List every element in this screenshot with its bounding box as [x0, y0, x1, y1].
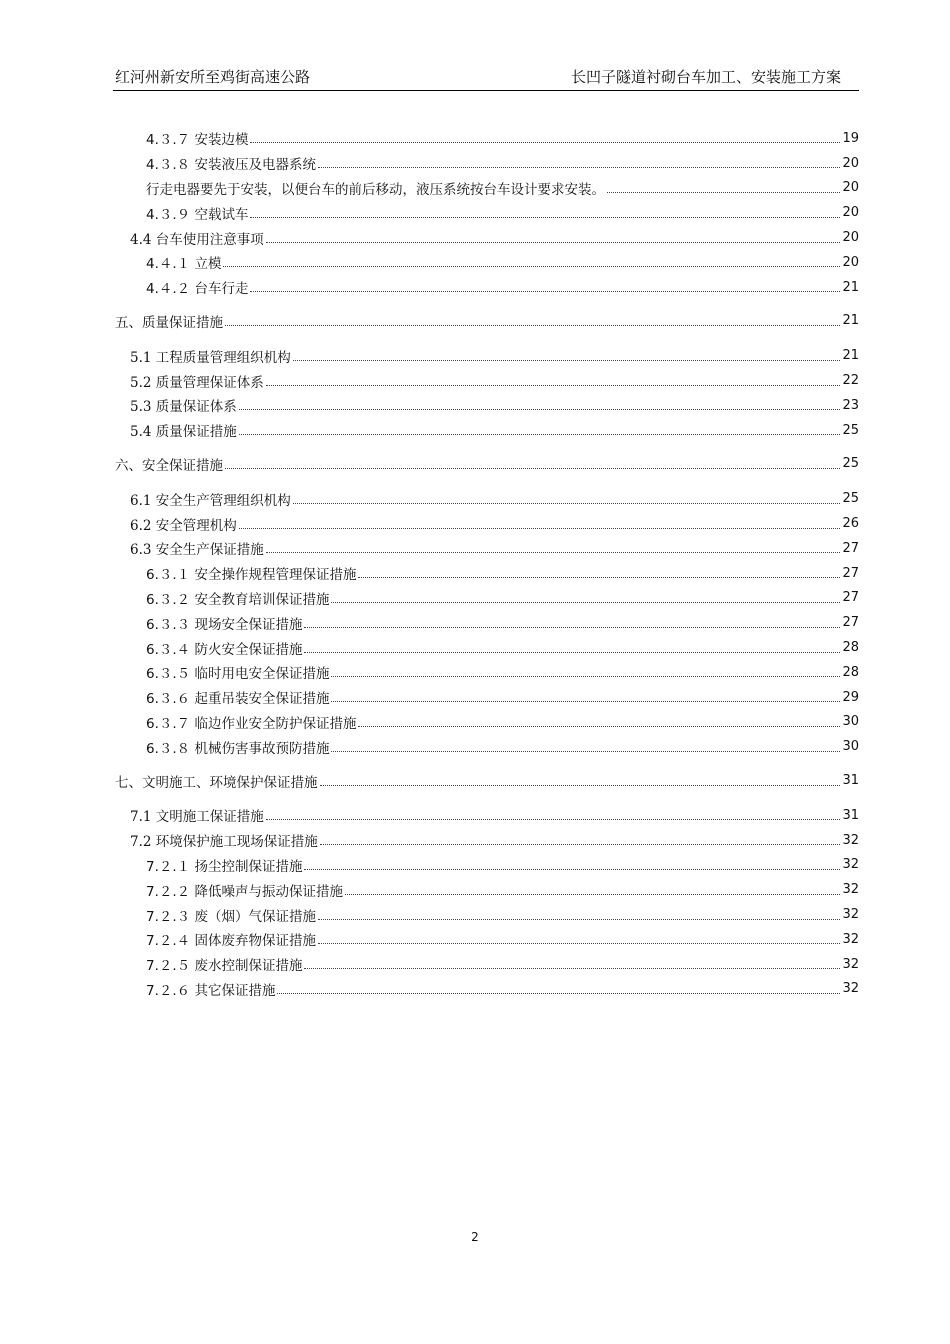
toc-dot-leader	[225, 468, 840, 469]
toc-entry-title: 4.4 台车使用注意事项	[130, 231, 264, 248]
toc-entry-page: 29	[842, 689, 859, 705]
toc-entry[interactable]	[113, 536, 859, 561]
toc-dot-leader	[293, 360, 841, 361]
toc-dot-leader	[250, 142, 840, 143]
toc-dot-leader	[223, 266, 840, 267]
toc-entry[interactable]	[113, 561, 859, 586]
toc-entry[interactable]	[113, 343, 859, 368]
toc-entry-title: 4.３.８ 安装液压及电器系统	[146, 157, 316, 174]
toc-entry-page: 20	[842, 230, 859, 246]
toc-entry-page: 32	[842, 931, 859, 947]
header-left-title: 红河州新安所至鸡街高速公路	[115, 68, 311, 86]
toc-entry-page: 32	[842, 857, 859, 873]
toc-dot-leader	[250, 217, 840, 218]
toc-entry-title: 6.３.２ 安全教育培训保证措施	[146, 591, 330, 608]
toc-dot-leader	[250, 291, 840, 292]
toc-entry[interactable]	[113, 877, 859, 902]
toc-entry[interactable]	[113, 685, 859, 710]
toc-entry-page: 21	[842, 279, 859, 295]
toc-entry-title: 6.1 安全生产管理组织机构	[130, 492, 291, 509]
header-right-title: 长凹子隧道衬砌台车加工、安装施工方案	[570, 68, 841, 86]
toc-entry-title: 七、文明施工、环境保护保证措施	[115, 774, 318, 791]
toc-entry[interactable]	[113, 418, 859, 443]
toc-entry-title: 7.２.４ 固体废弃物保证措施	[146, 933, 316, 950]
toc-entry-page: 30	[842, 714, 859, 730]
toc-entry-page: 20	[842, 180, 859, 196]
toc-dot-leader	[331, 676, 840, 677]
toc-entry[interactable]	[113, 828, 859, 853]
section-gap	[113, 333, 859, 343]
toc-entry-title: 4.４.１ 立模	[146, 256, 222, 273]
toc-dot-leader	[345, 894, 840, 895]
toc-entry[interactable]	[113, 309, 859, 334]
toc-entry-title: 6.３.５ 临时用电安全保证措施	[146, 666, 330, 683]
toc-entry-page: 25	[842, 491, 859, 507]
toc-entry-title: 5.1 工程质量管理组织机构	[130, 349, 291, 366]
toc-entry-title: 行走电器要先于安装，以便台车的前后移动，液压系统按台车设计要求安装。	[146, 181, 605, 198]
toc-entry-title: 5.4 质量保证措施	[130, 424, 237, 441]
toc-entry-title: 5.2 质量管理保证体系	[130, 374, 264, 391]
toc-entry[interactable]	[113, 610, 859, 635]
toc-entry-page: 20	[842, 155, 859, 171]
toc-entry-title: 六、安全保证措施	[115, 457, 223, 474]
toc-dot-leader	[225, 325, 840, 326]
toc-entry-page: 20	[842, 254, 859, 270]
toc-entry[interactable]	[113, 660, 859, 685]
toc-entry-title: 6.３.８ 机械伤害事故预防措施	[146, 740, 330, 757]
toc-entry-page: 32	[842, 907, 859, 922]
toc-entry-title: 7.2 环境保护施工现场保证措施	[130, 834, 318, 851]
toc-dot-leader	[318, 943, 840, 944]
toc-entry-page: 21	[842, 313, 859, 329]
toc-dot-leader	[320, 844, 841, 845]
toc-entry[interactable]	[113, 853, 859, 878]
toc-dot-leader	[331, 751, 840, 752]
toc-entry[interactable]	[113, 768, 859, 793]
toc-entry-page: 22	[842, 373, 859, 389]
toc-dot-leader	[318, 167, 840, 168]
toc-entry-page: 25	[842, 456, 859, 472]
toc-dot-leader	[239, 434, 841, 435]
toc-dot-leader	[607, 192, 840, 193]
toc-entry[interactable]	[113, 176, 859, 201]
toc-entry[interactable]	[113, 486, 859, 511]
toc-entry-page: 27	[842, 565, 859, 581]
toc-dot-leader	[358, 577, 840, 578]
toc-entry-page: 31	[842, 773, 859, 789]
section-gap	[113, 476, 859, 486]
toc-entry-page: 31	[842, 807, 859, 823]
toc-entry-title: 6.３.３ 现场安全保证措施	[146, 616, 303, 633]
toc-entry-title: 6.３.６ 起重吊装安全保证措施	[146, 691, 330, 708]
toc-entry[interactable]	[113, 368, 859, 393]
toc-entry-title: 7.２.１ 扬尘控制保证措施	[146, 858, 303, 875]
toc-entry-page: 27	[842, 540, 859, 556]
toc-entry-title: 6.３.４ 防火安全保证措施	[146, 641, 303, 658]
toc-entry[interactable]	[113, 710, 859, 735]
toc-entry-page: 32	[842, 981, 859, 997]
toc-entry-title: 7.２.５ 废水控制保证措施	[146, 958, 303, 975]
toc-entry-page: 32	[842, 832, 859, 848]
toc-entry[interactable]	[113, 734, 859, 759]
toc-entry[interactable]	[113, 452, 859, 477]
toc-dot-leader	[304, 968, 840, 969]
toc-dot-leader	[277, 993, 840, 994]
toc-dot-leader	[266, 552, 841, 553]
toc-entry-page: 28	[842, 640, 859, 656]
toc-entry-title: 4.４.２ 台车行走	[146, 281, 249, 298]
toc-dot-leader	[266, 242, 841, 243]
toc-entry-title: 6.2 安全管理机构	[130, 517, 237, 534]
toc-dot-leader	[331, 602, 840, 603]
toc-entry-page: 28	[842, 664, 859, 680]
toc-entry[interactable]	[113, 635, 859, 660]
toc-entry-title: 7.２.２ 降低噪声与振动保证措施	[146, 883, 343, 900]
toc-dot-leader	[304, 627, 840, 628]
toc-entry[interactable]	[113, 586, 859, 611]
toc-entry-title: 7.２.６ 其它保证措施	[146, 982, 276, 999]
toc-dot-leader	[358, 726, 840, 727]
section-gap	[113, 793, 859, 803]
toc-entry[interactable]	[113, 126, 859, 151]
toc-entry-title: 5.3 质量保证体系	[130, 399, 237, 416]
toc-entry-page: 30	[842, 739, 859, 755]
toc-dot-leader	[239, 528, 841, 529]
toc-dot-leader	[331, 701, 840, 702]
table-of-contents	[113, 126, 859, 1001]
toc-entry-page: 26	[842, 516, 859, 532]
toc-entry[interactable]	[113, 511, 859, 536]
toc-entry-page: 21	[842, 348, 859, 364]
toc-dot-leader	[304, 869, 840, 870]
toc-entry[interactable]	[113, 902, 859, 927]
toc-entry-title: 6.３.７ 临边作业安全防护保证措施	[146, 715, 357, 732]
toc-entry[interactable]	[113, 803, 859, 828]
toc-entry[interactable]	[113, 393, 859, 418]
toc-dot-leader	[320, 785, 841, 786]
toc-entry-title: 6.３.１ 安全操作规程管理保证措施	[146, 567, 357, 584]
toc-dot-leader	[304, 652, 840, 653]
toc-entry-title: 6.3 安全生产保证措施	[130, 542, 264, 559]
toc-entry-page: 27	[842, 590, 859, 606]
toc-dot-leader	[266, 819, 841, 820]
toc-entry[interactable]	[113, 977, 859, 1002]
toc-entry-title: 7.1 文明施工保证措施	[130, 809, 264, 826]
toc-entry-page: 32	[842, 956, 859, 972]
page-number: 2	[471, 1230, 479, 1244]
toc-entry-page: 20	[842, 205, 859, 221]
toc-entry-page: 25	[842, 422, 859, 438]
toc-entry[interactable]	[113, 200, 859, 225]
toc-entry-title: 4.３.７ 安装边模	[146, 132, 249, 149]
toc-dot-leader	[239, 409, 841, 410]
toc-entry-title: 4.３.９ 空载试车	[146, 206, 249, 223]
toc-entry-page: 32	[842, 882, 859, 898]
page-header	[113, 66, 859, 91]
toc-entry[interactable]	[113, 927, 859, 952]
toc-dot-leader	[266, 385, 841, 386]
toc-entry[interactable]	[113, 151, 859, 176]
toc-entry-page: 27	[842, 615, 859, 631]
toc-dot-leader	[318, 919, 840, 920]
toc-entry[interactable]	[113, 275, 859, 300]
toc-entry-title: 五、质量保证措施	[115, 314, 223, 331]
toc-entry-page: 19	[842, 130, 859, 146]
toc-entry-title: 7.２.３ 废（烟）气保证措施	[146, 908, 316, 925]
toc-dot-leader	[293, 503, 841, 504]
toc-entry[interactable]	[113, 952, 859, 977]
toc-entry-page: 23	[842, 397, 859, 413]
toc-entry[interactable]	[113, 225, 859, 250]
toc-entry[interactable]	[113, 250, 859, 275]
